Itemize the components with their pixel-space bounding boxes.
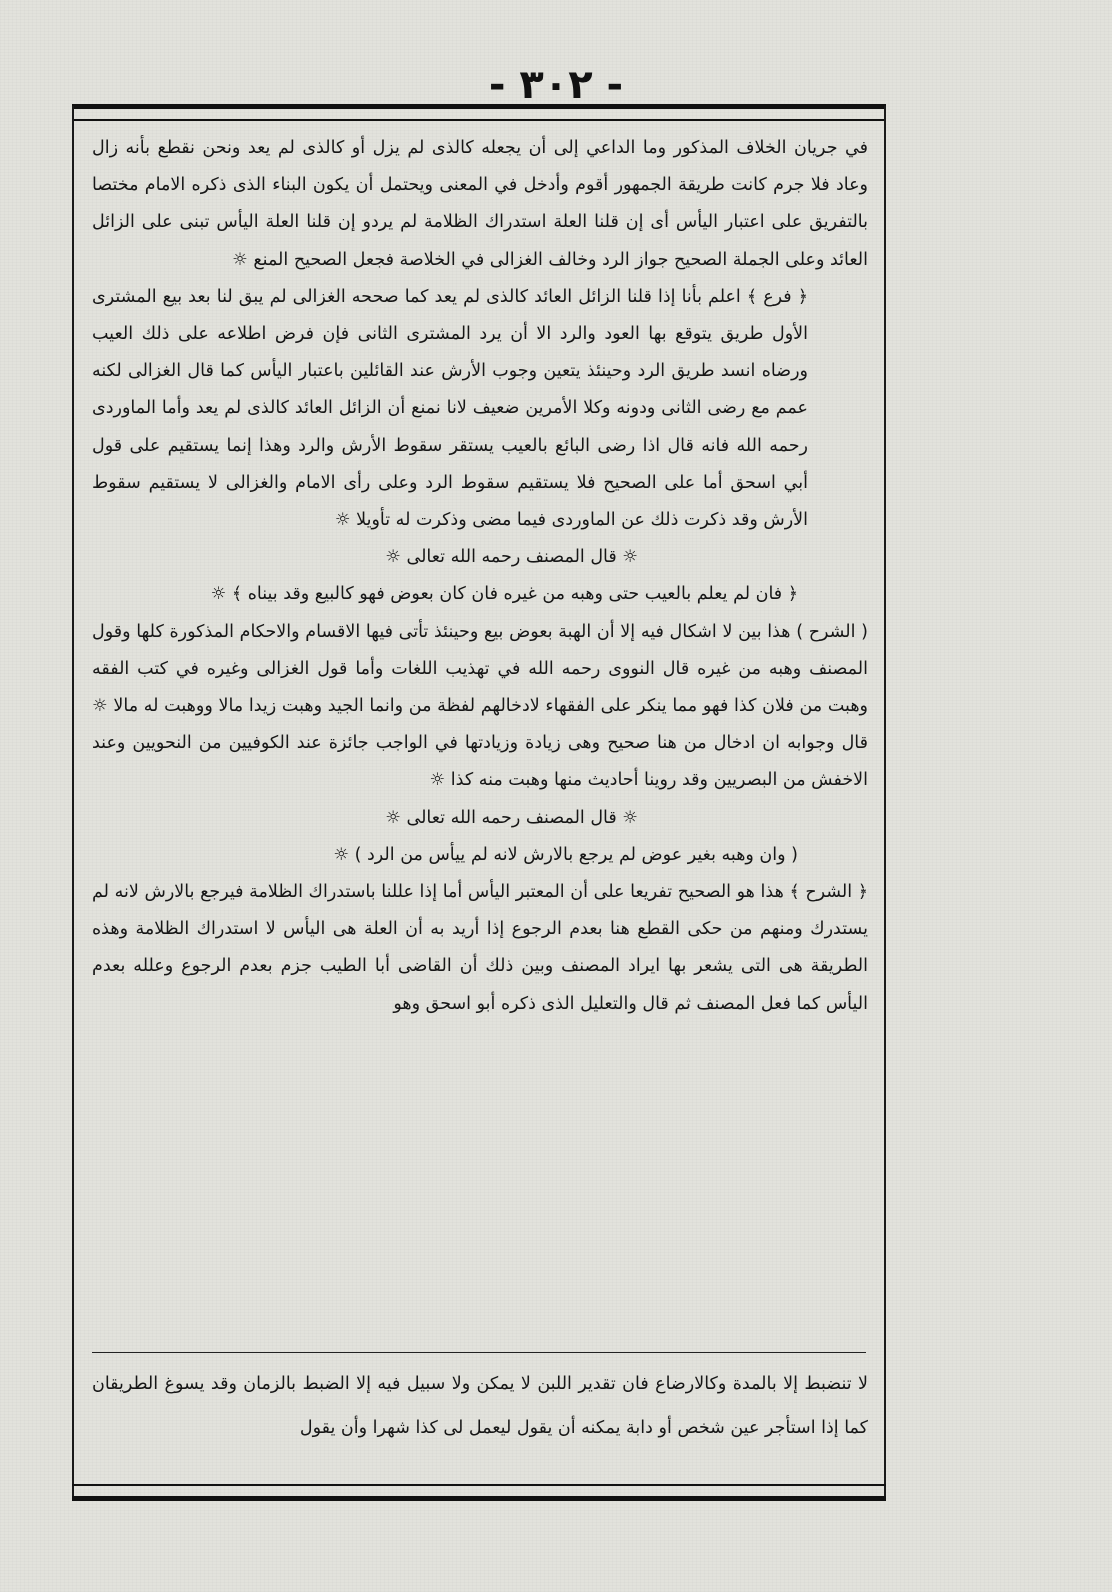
paragraph: في جريان الخلاف المذكور وما الداعي إلى أن يجعله كالذى لم يزل أو كالذى لم يعد ونحن نقطع بأنه زال وعاد فلا جرم كانت طريقة الجمهور أقوم وأدخل في المعنى ويحتمل أن يكون البناء الذى ذكره الامام مختصا بالتفريق على اعتبار اليأس أى إن قلنا العلة استدراك الظلامة لم يردو إن قلنا العلة اليأس تبنى على الزائل العائد وعلى الجملة الصحيح جواز الرد وخالف الغزالى في الخلاصة فجعل الصحيح المنع ☼ [92,138,868,270]
paragraph-far: ﴿ فرع ﴾ اعلم بأنا إذا قلنا الزائل العائد كالذى لم يعد كما صححه الغزالى لم يبق لنا بعد بيع المشترى الأول طريق يتوقع بها العود والرد الا أن يرد المشترى الثانى فإن فرض اطلاعه على ذلك العيب ورضاه انسد طريق الرد وحينئذ يتعين وجوب الأرش عند القائلين باعتبار اليأس كما قال الغزالى لكنه عمم مع رضى الثانى ودونه وكلا الأمرين ضعيف لانا نمنع أن الزائل العائد كالذى لم يعد وأما الماوردى رحمه الله فانه قال اذا رضى البائع بالعيب يستقر سقوط الأرش والرد وهذا إنما يستقيم على قول أبي اسحق أما على الصحيح فلا يستقيم سقوط الرد وعلى رأى الامام والغزالى لا يستقيم سقوط الأرش وقد ذكرت ذلك عن الماوردى فيما مضى وذكرت له تأويلا ☼ [92,286,808,531]
page-number: - ٣٠٢ - [488,62,624,108]
matn-quote: ( وان وهبه بغير عوض لم يرجع بالارش لانه لم ييأس من الرد ) ☼ [333,844,798,865]
commentary-paragraph: ﴿ الشرح ﴾ هذا هو الصحيح تفريعا على أن المعتبر اليأس أما إذا عللنا باستدراك الظلامة فيرجع بالارش لانه لم يستدرك ومنهم من حكى القطع هنا بعدم الرجوع إذا أريد به أن العلة هى اليأس لا استدراك الظلامة وهذه الطريقة هى التى يشعر بها ايراد المصنف وبين ذلك أن القاضى أبا الطيب جزم بعدم الرجوع وعلله بعدم اليأس كما فعل المصنف ثم قال والتعليل الذى ذكره أبو اسحق وهو [92,882,868,1014]
matn-quote: ﴿ فان لم يعلم بالعيب حتى وهبه من غيره فان كان بعوض فهو كالبيع وقد بيناه ﴾ ☼ [210,584,798,605]
section-heading: ☼ قال المصنف رحمه الله تعالى ☼ [385,547,638,568]
footnote-divider [92,1352,866,1353]
commentary-paragraph: ( الشرح ) هذا بين لا اشكال فيه إلا أن الهبة بعوض بيع وحينئذ تأتى فيها الاقسام والاحكام المذكورة كلها وقول المصنف وهبه من غيره قال النووى رحمه الله في تهذيب اللغات وأما قول الغزالى وغيره في كتب الفقه وهبت من فلان كذا فهو مما ينكر على الفقهاء لادخالهم لفظة من وانما الجيد وهبت زيدا مالا ووهبت له مالا ☼ قال وجوابه ان ادخال من هنا صحيح وهى زيادة وزيادتها في الواجب جائزة عند الكوفيين من النحويين وعند الاخفش من البصريين وقد روينا أحاديث منها وهبت منه كذا ☼ [92,621,868,791]
main-text-block [92,130,868,1023]
section-heading: ☼ قال المصنف رحمه الله تعالى ☼ [385,807,638,828]
bottom-frame-rule [72,1484,886,1501]
footnote-text: لا تنضبط إلا بالمدة وكالارضاع فان تقدير اللبن لا يمكن ولا سبيل فيه إلا الضبط بالزمان وقد يسوغ الطريقان كما إذا استأجر عين شخص أو دابة يمكنه أن يقول ليعمل لى كذا شهرا وأن يقول [92,1374,868,1438]
